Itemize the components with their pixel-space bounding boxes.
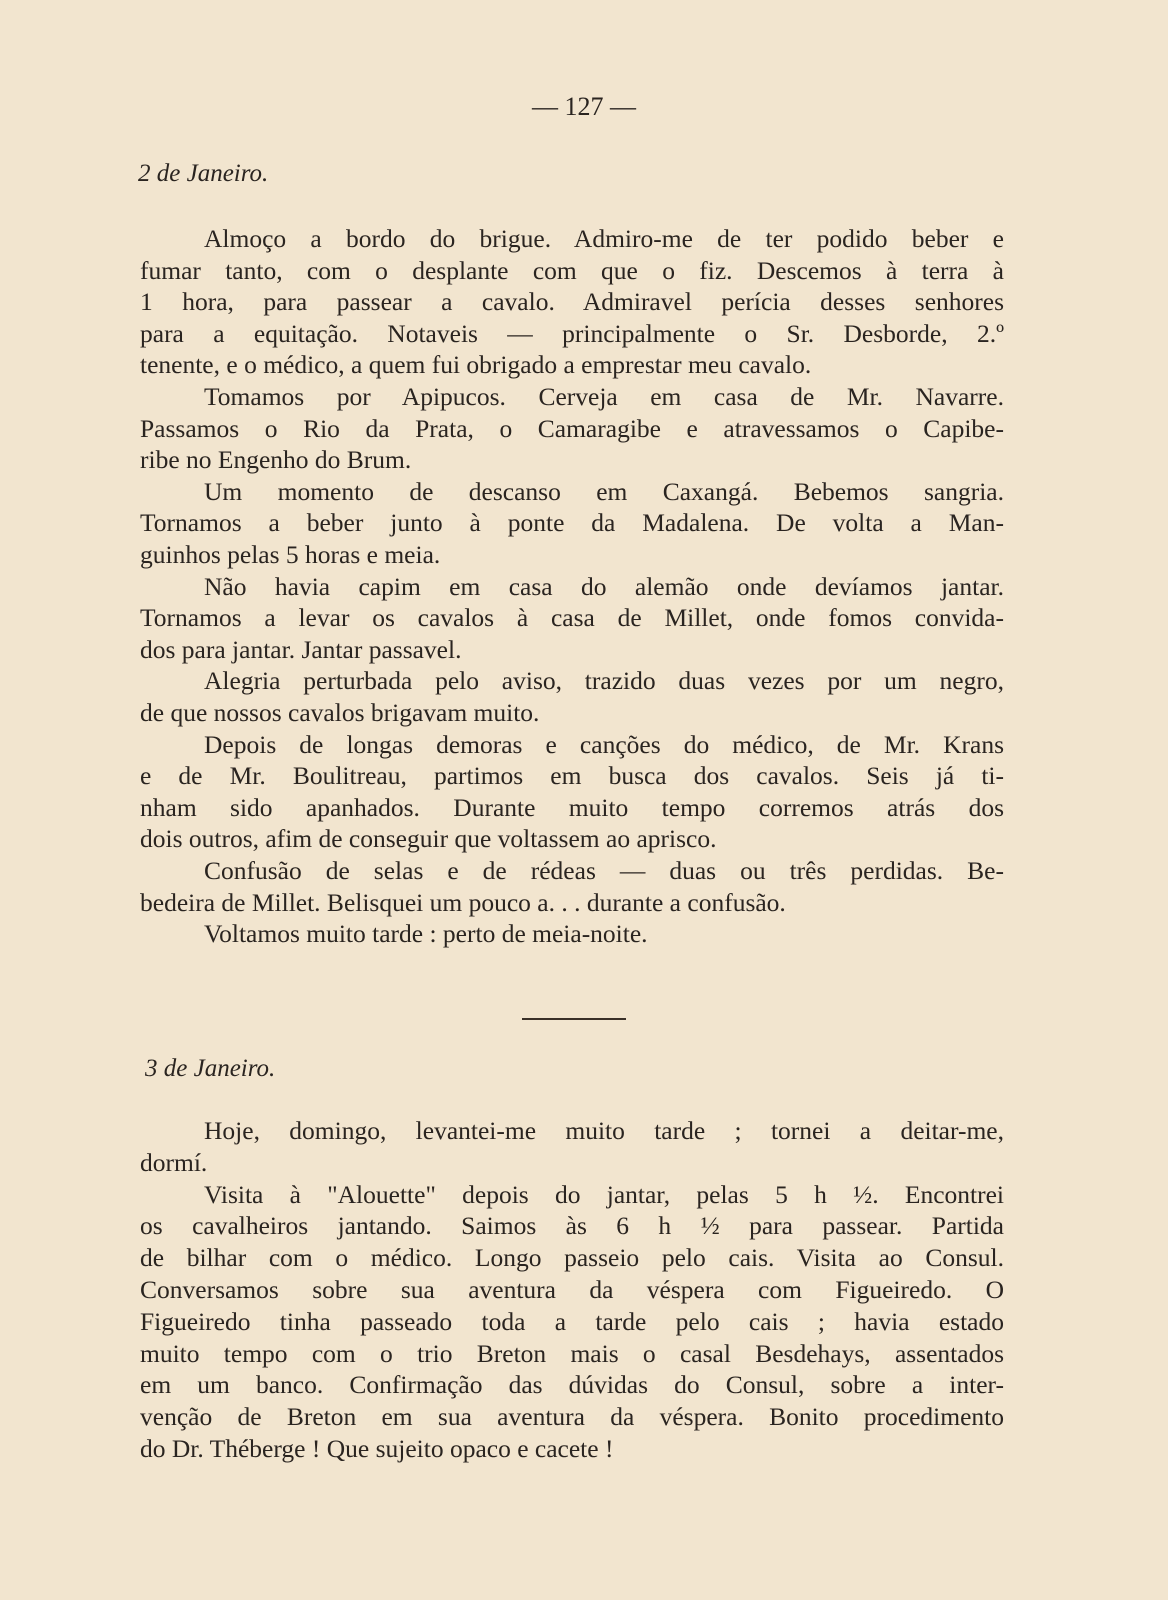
text-line: tenente, e o médico, a quem fui obrigado a emprestar meu cavalo. [140, 350, 812, 380]
text-line: e de Mr. Boulitreau, partimos em busca dos cavalos. Seis já ti- [140, 761, 1004, 791]
text-line: Passamos o Rio da Prata, o Camaragibe e atravessamos o Capibe- [140, 413, 1004, 443]
text-line: Tomamos por Apipucos. Cerveja em casa de Mr. Navarre. [204, 382, 1004, 411]
text-line: de bilhar com o médico. Longo passeio pelo cais. Visita ao Consul. [140, 1243, 1004, 1273]
section-heading-jan-3: 3 de Janeiro. [145, 1055, 276, 1082]
text-line: dois outros, afim de conseguir que voltassem ao aprisco. [140, 824, 717, 854]
text-line: os cavalheiros jantando. Saimos às 6 h ½ para passear. Partida [140, 1211, 1004, 1241]
text-line: Figueiredo tinha passeado toda a tarde pelo cais ; havia estado [140, 1306, 1004, 1336]
text-line: Voltamos muito tarde : perto de meia-noite. [204, 919, 648, 949]
text-line: em um banco. Confirmação das dúvidas do Consul, sobre a inter- [140, 1370, 1004, 1400]
text-line: fumar tanto, com o desplante com que o fiz. Descemos à terra à [140, 255, 1004, 285]
text-line: dormí. [140, 1147, 208, 1177]
text-line: guinhos pelas 5 horas e meia. [140, 540, 441, 569]
text-line: Tornamos a beber junto à ponte da Madalena. De volta a Man- [140, 508, 1004, 538]
text-line: Não havia capim em casa do alemão onde devíamos jantar. [204, 571, 1004, 601]
text-line: Conversamos sobre sua aventura da véspera com Figueiredo. O [140, 1275, 1004, 1304]
text-line: Alegria perturbada pelo aviso, trazido duas vezes por um negro, [204, 666, 1004, 696]
text-line: 1 hora, para passear a cavalo. Admiravel perícia desses senhores [140, 287, 1004, 317]
text-line: Visita à "Alouette" depois do jantar, pelas 5 h ½. Encontrei [204, 1179, 1004, 1209]
text-line: Tornamos a levar os cavalos à casa de Millet, onde fomos convida- [140, 603, 1004, 633]
section-divider [522, 1018, 626, 1020]
section-heading-jan-2: 2 de Janeiro. [138, 160, 269, 187]
text-line: para a equitação. Notaveis — principalmente o Sr. Desborde, 2.º [140, 318, 1004, 348]
text-line: dos para jantar. Jantar passavel. [140, 634, 462, 664]
text-line: Um momento de descanso em Caxangá. Bebemos sangria. [204, 476, 1004, 506]
text-line: bedeira de Millet. Belisquei um pouco a. . . durante a confusão. [140, 887, 786, 917]
page-number: — 127 — [532, 92, 636, 121]
text-line: de que nossos cavalos brigavam muito. [140, 698, 540, 727]
text-line: nham sido apanhados. Durante muito tempo corremos atrás dos [140, 792, 1004, 822]
text-line: venção de Breton em sua aventura da véspera. Bonito procedimento [140, 1402, 1004, 1432]
text-line: Depois de longas demoras e canções do médico, de Mr. Krans [204, 729, 1004, 759]
text-line: ribe no Engenho do Brum. [140, 445, 412, 475]
text-line: muito tempo com o trio Breton mais o casal Besdehays, assentados [140, 1338, 1004, 1368]
text-line: Confusão de selas e de rédeas — duas ou três perdidas. Be- [204, 856, 1004, 885]
text-line: do Dr. Théberge ! Que sujeito opaco e cacete ! [140, 1434, 614, 1463]
text-line: Almoço a bordo do brigue. Admiro-me de ter podido beber e [204, 224, 1004, 253]
text-line: Hoje, domingo, levantei-me muito tarde ; tornei a deitar-me, [204, 1116, 1004, 1145]
